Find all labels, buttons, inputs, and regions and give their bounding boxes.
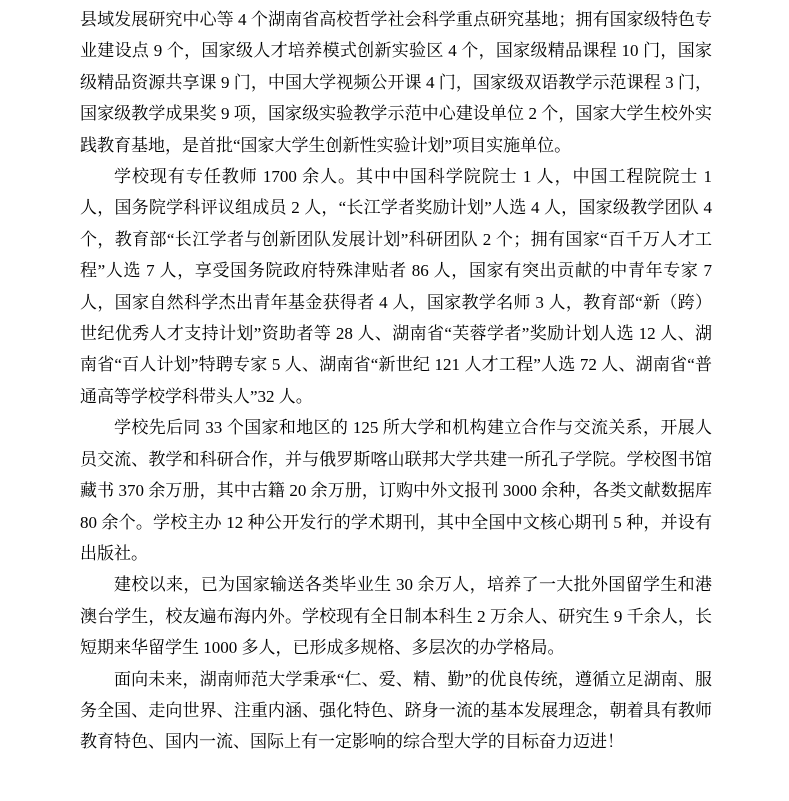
paragraph-students-alumni: 建校以来，已为国家输送各类毕业生 30 余万人，培养了一大批外国留学生和港澳台学生，校友遍布海内外。学校现有全日制本科生 2 万余人、研究生 9 千余人，长短期来华留学生 1000 多人，已形成多规格、多层次的办学格局。 [80,575,712,658]
paragraph-future-vision: 面向未来，湖南师范大学秉承“仁、爱、精、勤”的优良传统，遵循立足湖南、服务全国、走向世界、注重内涵、强化特色、跻身一流的基本发展理念，朝着具有教师教育特色、国内一流、国际上有一定影响的综合型大学的目标奋力迈进！ [80,669,712,752]
paragraph-international-cooperation: 学校先后同 33 个国家和地区的 125 所大学和机构建立合作与交流关系，开展人员交流、教学和科研合作，并与俄罗斯喀山联邦大学共建一所孔子学院。学校图书馆藏书 370 余万册，其中古籍 20 余万册，订购中外文报刊 3000 余种，各类文献数据库 80 余个。学校主办 12 种公开发行的学术期刊，其中全国中文核心期刊 5 种，并设有出版社。 [80,418,712,563]
paragraph-faculty: 学校现有专任教师 1700 余人。其中中国科学院院士 1 人，中国工程院院士 1 人，国务院学科评议组成员 2 人，“长江学者奖励计划”人选 4 人，国家级教学团队 4 个，教育部“长江学者与创新团队发展计划”科研团队 2 个；拥有国家“百千万人才工程”人选 7 人，享受国务院政府特殊津贴者 86 人，国家有突出贡献的中青年专家 7 人，国家自然科学杰出青年基金获得者 4 人，国家教学名师 3 人，教育部“新（跨）世纪优秀人才支持计划”资助者等 28 人、湖南省“芙蓉学者”奖励计划人选 12 人、湖南省“百人计划”特聘专家 5 人、湖南省“新世纪 121 人才工程”人选 72 人、湖南省“普通高等学校学科带头人”32 人。 [80,167,712,406]
paragraph-continuation-achievements: 县域发展研究中心等 4 个湖南省高校哲学社会科学重点研究基地；拥有国家级特色专业建设点 9 个，国家级人才培养模式创新实验区 4 个，国家级精品课程 10 门，国家级精品资源共享课 9 门，中国大学视频公开课 4 门，国家级双语教学示范课程 3 门，国家级教学成果奖 9 项，国家级实验教学示范中心建设单位 2 个，国家大学生校外实践教育基地，是首批“国家大学生创新性实验计划”项目实施单位。 [80,10,712,155]
text-block [80,4,712,758]
